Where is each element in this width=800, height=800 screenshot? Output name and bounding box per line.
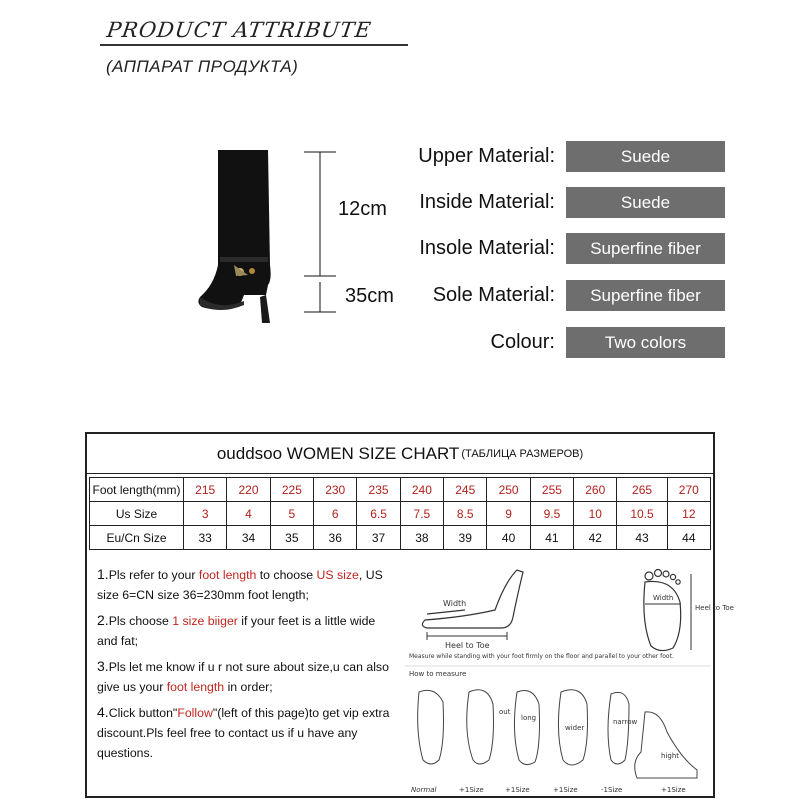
top-foot-icon <box>644 570 681 651</box>
table-cell: 250 <box>487 478 530 502</box>
attribute-value: Suede <box>566 141 725 172</box>
instruction-text: Click button" <box>108 706 178 720</box>
table-cell: 34 <box>227 526 270 550</box>
size-chart-title <box>87 434 713 474</box>
hight-label: hight <box>661 752 680 760</box>
instruction-text: Pls refer to your <box>108 568 199 582</box>
boot-image <box>190 145 300 325</box>
table-cell: 10.5 <box>617 502 667 526</box>
table-cell: 33 <box>184 526 227 550</box>
table-cell: 260 <box>574 478 617 502</box>
instruction-text: in order; <box>224 680 273 694</box>
table-cell: 40 <box>487 526 530 550</box>
long-label: long <box>521 714 537 722</box>
table-cell: 36 <box>314 526 357 550</box>
attribute-row <box>380 233 725 265</box>
table-cell: 235 <box>357 478 400 502</box>
table-cell: 8.5 <box>444 502 487 526</box>
table-cell: 6 <box>314 502 357 526</box>
instruction-highlight: foot length <box>198 568 257 582</box>
table-row <box>90 502 711 526</box>
table-cell: 220 <box>227 478 270 502</box>
row-header: Eu/Cn Size <box>90 526 184 550</box>
table-cell: 42 <box>574 526 617 550</box>
instruction-text: "(left of this page)to get vip extra discount.Pls feel free to contact us if u have any questions. <box>97 706 390 760</box>
size-chart-title-text: ouddsoo WOMEN SIZE CHART <box>216 443 460 463</box>
table-cell: 255 <box>530 478 573 502</box>
table-cell: 265 <box>617 478 667 502</box>
attribute-value: Suede <box>566 187 725 218</box>
size-table <box>89 477 711 550</box>
instruction-text: Pls choose <box>108 614 173 628</box>
instruction-highlight: US size <box>316 568 359 582</box>
measure-note: Measure while standing with your foot firmly on the floor and parallel to your other foot. <box>409 653 674 660</box>
instruction-text: to choose <box>256 568 317 582</box>
attribute-row <box>380 187 725 219</box>
instruction-text: Pls let me know if u r not sure about size,u can also give us your <box>97 660 389 694</box>
how-to-measure-label: How to measure <box>409 670 467 678</box>
attribute-value: Two colors <box>566 327 725 358</box>
side-foot-icon <box>422 570 523 628</box>
instruction-number: 1. <box>97 566 109 582</box>
heel-to-toe-label-side: Heel to Toe <box>445 641 490 650</box>
instruction-text: if your feet is a little wide and fat; <box>97 614 376 648</box>
instruction-number: 4. <box>97 704 109 720</box>
width-label-side: Width <box>443 599 467 608</box>
table-cell: 3 <box>184 502 227 526</box>
table-cell: 5 <box>270 502 313 526</box>
plus1-label-2: +1Size <box>505 786 530 794</box>
heel-height-label: 35cm <box>345 285 394 307</box>
instruction-highlight: 1 size biiger <box>172 614 238 628</box>
attribute-value: Superfine fiber <box>566 280 725 311</box>
instruction-highlight: Follow <box>177 706 213 720</box>
foot-shapes-row <box>418 690 697 778</box>
table-cell: 39 <box>444 526 487 550</box>
plus1-label-4: +1Size <box>661 786 686 794</box>
instruction-item <box>97 564 397 605</box>
minus1-label: -1Size <box>601 786 623 794</box>
plus1-label-1: +1Size <box>459 786 484 794</box>
height-ruler <box>300 150 340 315</box>
heel-to-toe-label-top: Heel to Toe <box>695 604 734 612</box>
attribute-label: Inside Material: <box>419 191 555 213</box>
width-label-top: Width <box>653 594 674 602</box>
attribute-label: Colour: <box>490 331 555 353</box>
instruction-item <box>97 610 397 651</box>
attribute-label: Upper Material: <box>418 145 555 167</box>
size-chart-title-ru: (ТАБЛИЦА РАЗМЕРОВ) <box>461 447 584 460</box>
attribute-row <box>380 280 725 312</box>
wider-label: wider <box>565 724 585 732</box>
table-cell: 230 <box>314 478 357 502</box>
table-cell: 7.5 <box>400 502 443 526</box>
table-cell: 9.5 <box>530 502 573 526</box>
table-cell: 43 <box>617 526 667 550</box>
plus1-label-3: +1Size <box>553 786 578 794</box>
attribute-value: Superfine fiber <box>566 233 725 264</box>
shaft-height-label: 12cm <box>338 198 387 220</box>
table-cell: 4 <box>227 502 270 526</box>
attribute-label: Insole Material: <box>419 237 555 259</box>
table-cell: 37 <box>357 526 400 550</box>
table-cell: 10 <box>574 502 617 526</box>
instruction-text: , US size 6=CN size 36=230mm foot length; <box>97 568 383 602</box>
header-subtitle: (АППАРАТ ПРОДУКТА) <box>106 57 299 76</box>
table-row <box>90 478 711 502</box>
header-title: PRODUCT ATTRIBUTE <box>105 18 374 42</box>
row-header: Foot length(mm) <box>90 478 184 502</box>
table-cell: 9 <box>487 502 530 526</box>
instruction-item <box>97 656 397 697</box>
attribute-row <box>380 141 725 173</box>
table-cell: 225 <box>270 478 313 502</box>
measurement-diagram <box>405 562 734 796</box>
instruction-number: 3. <box>97 658 109 674</box>
attribute-label: Sole Material: <box>432 284 555 306</box>
table-cell: 44 <box>667 526 710 550</box>
table-cell: 38 <box>400 526 443 550</box>
table-cell: 41 <box>530 526 573 550</box>
table-cell: 215 <box>184 478 227 502</box>
narrow-label: narrow <box>613 718 638 726</box>
size-instructions <box>97 564 397 768</box>
table-row <box>90 526 711 550</box>
table-cell: 245 <box>444 478 487 502</box>
table-cell: 270 <box>667 478 710 502</box>
table-cell: 12 <box>667 502 710 526</box>
size-chart <box>85 432 734 798</box>
attribute-row <box>380 327 725 359</box>
table-cell: 6.5 <box>357 502 400 526</box>
instruction-number: 2. <box>97 612 109 628</box>
table-cell: 240 <box>400 478 443 502</box>
normal-label: Normal <box>411 786 437 794</box>
header-underline <box>100 44 408 46</box>
instruction-highlight: foot length <box>166 680 225 694</box>
table-cell: 35 <box>270 526 313 550</box>
instruction-item <box>97 702 397 763</box>
row-header: Us Size <box>90 502 184 526</box>
out-label: out <box>499 708 511 716</box>
